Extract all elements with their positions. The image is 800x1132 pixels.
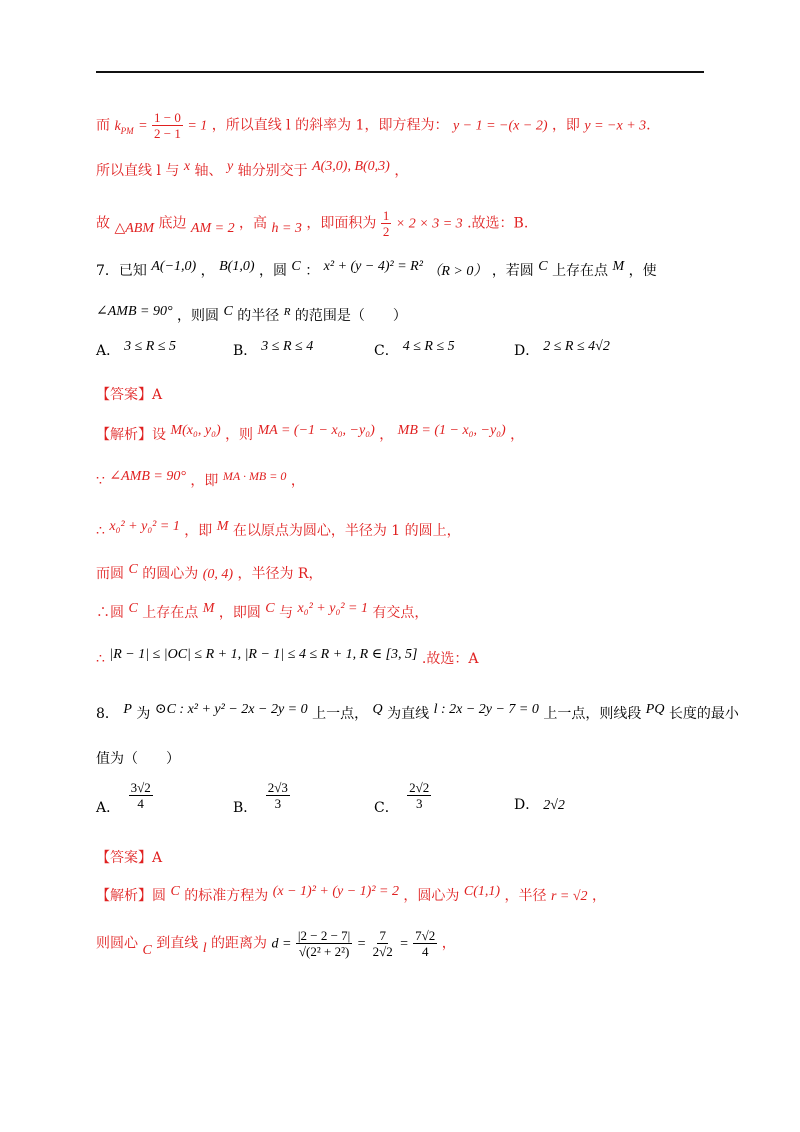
q7-option-c[interactable]: C． 4 ≤ R ≤ 5 — [374, 339, 455, 359]
vector-ma: MA = (−1 − x₀, −y₀) — [257, 423, 375, 438]
distance-fraction-2: $\frac{7}{2√2}$ — [372, 928, 393, 959]
q8-answer: 【答案】A — [96, 850, 163, 866]
q8-option-b[interactable]: B． $\frac{2√3}{3}$ — [233, 780, 288, 816]
q8-option-c[interactable]: C． $\frac{2√2}{3}$ — [374, 780, 430, 816]
q7-option-a[interactable]: A． 3 ≤ R ≤ 5 — [96, 339, 177, 359]
q8-option-d[interactable]: D． 2√2 — [514, 797, 565, 813]
q8-option-a[interactable]: A． $\frac{3√2}{4}$ — [96, 780, 151, 816]
q7-solution-line-3: ∴ x₀² + y₀² = 1 ，即 M 在以原点为圆心，半径为 1 的圆上， — [96, 519, 461, 539]
slope-k: $k_{PM}$ — [114, 118, 134, 136]
q7-solution-line-5: ∴圆 C 上存在点 M ，即圆 C 与 x₀² + y₀² = 1 有交点， — [96, 601, 429, 621]
q7-solution-line-2: ∵ ∠AMB = 90° ，即 MA · MB = 0 ， — [96, 469, 305, 489]
q7-option-d[interactable]: D． 2 ≤ R ≤ 4√2 — [514, 339, 610, 359]
distance-fraction-3: $\frac{7√2}{4}$ — [415, 928, 436, 959]
q7-solution-line-1: 【解析】设 M(x₀, y₀) ，则 MA = (−1 − x₀, −y₀) ， MB = (1 − x₀, −y₀) ， — [96, 423, 525, 443]
half-fraction: $\frac{1}{2}$ — [382, 208, 390, 239]
q8-stem-line-2: 值为（ ） — [96, 751, 180, 767]
q7-option-b[interactable]: B． 3 ≤ R ≤ 4 — [233, 339, 314, 359]
range-derivation: |R − 1| ≤ |OC| ≤ R + 1, |R − 1| ≤ 4 ≤ R + 1, R ∈ [3, 5] — [109, 647, 418, 662]
q8-solution-line-1: 【解析】圆 C 的标准方程为 (x − 1)² + (y − 1)² = 2 ，圆心为 C(1,1) ，半径 r = √2 ， — [96, 884, 606, 904]
q7-stem-line-1: 7．已知 A(−1,0) ， B(1,0) ，圆 C ： x² + (y − 4)² = R² （R > 0） ，若圆 C 上存在点 M ，使 — [96, 259, 657, 279]
q6-solution-line-2: 所以直线 l 与 x 轴、 y 轴分别交于 A(3,0), B(0,3) ， — [96, 159, 409, 179]
q6-solution-line-1: 而 $k_{PM}$ = $\frac{1 - 0}{2 - 1}$ = 1 ，所以直线 l 的斜率为 1，即方程为： y − 1 = −(x − 2) ，即 y = −x + 3. — [96, 110, 651, 141]
slope-fraction: $\frac{1 - 0}{2 - 1}$ — [154, 110, 181, 141]
distance-fraction-1: $\frac{|2 - 2 - 7|}{\text{√(2² + 2²)}}$ — [297, 928, 351, 959]
q7-answer: 【答案】A — [96, 387, 163, 403]
q8-stem-line-1: 8． P 为 ⊙C : x² + y² − 2x − 2y = 0 上一点， Q 为直线 l : 2x − 2y − 7 = 0 上一点，则线段 PQ 长度的最小 — [96, 702, 739, 722]
standard-equation: (x − 1)² + (y − 1)² = 2 — [272, 884, 399, 899]
circle-equation: x² + (y − 4)² = R² — [323, 259, 423, 274]
q7-solution-line-6: ∴ |R − 1| ≤ |OC| ≤ R + 1, |R − 1| ≤ 4 ≤ R + 1, R ∈ [3, 5] .故选：A — [96, 647, 479, 667]
q7-solution-line-4: 而圆 C 的圆心为 (0, 4) ，半径为 R， — [96, 562, 323, 582]
line-l-equation: l : 2x − 2y − 7 = 0 — [433, 702, 539, 717]
header-rule — [96, 71, 704, 73]
circle-c-equation: ⊙C : x² + y² − 2x − 2y = 0 — [154, 702, 308, 717]
q8-solution-line-2: 则圆心 C 到直线 l 的距离为 d = $\frac{|2 - 2 - 7|}{\text{√(2² + 2²)}}$ = $\frac{7}{2√2}$ = $\frac{7√2}{4}$ ， — [96, 928, 456, 959]
q7-stem-line-2: ∠AMB = 90° ，则圆 C 的半径 $^R$ 的范围是（ ） — [96, 304, 407, 324]
line-equation-simplified: y = −x + 3 — [584, 118, 647, 134]
line-equation: y − 1 = −(x − 2) — [452, 118, 548, 134]
vector-mb: MB = (1 − x₀, −y₀) — [397, 423, 506, 438]
q6-solution-line-3: 故 △ABM 底边 AM = 2 ，高 h = 3 ，即面积为 $\frac{1}{2}$ × 2 × 3 = 3 .故选：B. — [96, 208, 529, 239]
intercept-points: A(3,0), B(0,3) — [312, 159, 390, 174]
